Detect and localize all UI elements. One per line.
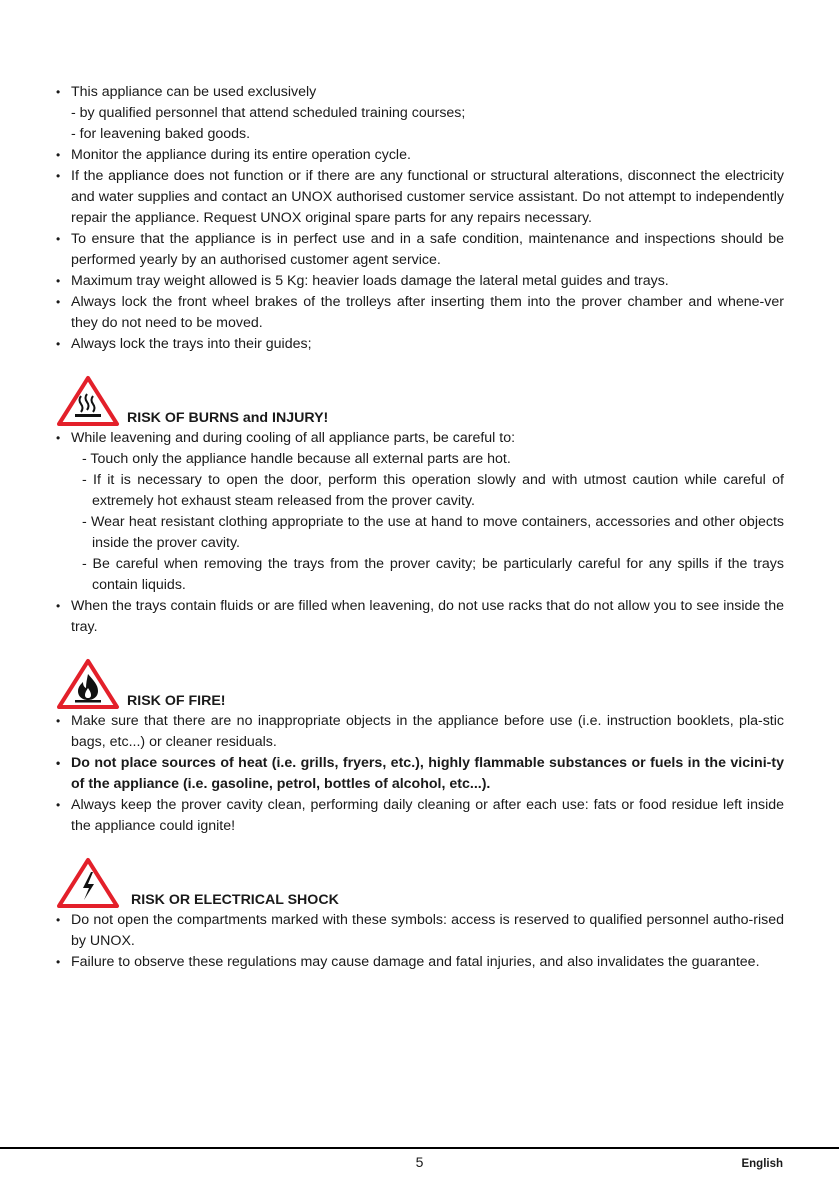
fire-warning-icon xyxy=(56,658,120,710)
burns-list xyxy=(56,428,784,638)
sub-item: - Touch only the appliance handle because all external parts are hot. xyxy=(82,451,511,467)
intro-list xyxy=(56,82,784,355)
footer-divider xyxy=(0,1147,839,1149)
list-item: • Always keep the prover cavity clean, performing daily cleaning or after each use: fats or food residue left inside the appliance could ignite! xyxy=(56,795,784,837)
burns-heading xyxy=(56,373,784,427)
burns-section xyxy=(56,373,784,638)
list-item: • Maximum tray weight allowed is 5 Kg: heavier loads damage the lateral metal guides and trays. xyxy=(56,271,784,292)
fire-section xyxy=(56,656,784,837)
electric-list xyxy=(56,910,784,973)
fire-list xyxy=(56,711,784,837)
page-number: 5 xyxy=(415,1154,424,1170)
sub-item: - Be careful when removing the trays from the prover cavity; be particularly careful for any spills if the trays contain liquids. xyxy=(82,556,784,593)
electric-shock-warning-icon xyxy=(56,857,120,909)
fire-title: RISK OF FIRE! xyxy=(127,693,226,709)
sub-list xyxy=(71,449,784,596)
list-item xyxy=(56,428,784,596)
electric-heading xyxy=(56,855,784,909)
list-item: • Monitor the appliance during its entire operation cycle. xyxy=(56,145,784,166)
bullet-text: This appliance can be used exclusively xyxy=(71,84,317,100)
list-item: • To ensure that the appliance is in perfect use and in a safe condition, maintenance and inspections should be performed yearly by an authorised customer agent service. xyxy=(56,229,784,271)
sub-item: - for leavening baked goods. xyxy=(71,126,251,142)
fire-heading xyxy=(56,656,784,710)
electric-section xyxy=(56,855,784,973)
sub-item: - Wear heat resistant clothing appropriate to the use at hand to move containers, accessories and other objects inside the prover cavity. xyxy=(82,514,784,551)
bullet-text: While leavening and during cooling of all appliance parts, be careful to: xyxy=(71,430,516,446)
burns-title: RISK OF BURNS and INJURY! xyxy=(127,410,329,426)
language-label: English xyxy=(741,1158,783,1170)
list-item xyxy=(56,82,784,145)
hot-surface-warning-icon xyxy=(56,375,120,427)
sub-item: - If it is necessary to open the door, perform this operation slowly and with utmost caution while careful of extremely hot exhaust steam released from the prover cavity. xyxy=(82,472,784,509)
sub-item: - by qualified personnel that attend scheduled training courses; xyxy=(71,105,466,121)
list-item: • Do not open the compartments marked with these symbols: access is reserved to qualified personnel autho-rised by UNOX. xyxy=(56,910,784,952)
electric-title: RISK OR ELECTRICAL SHOCK xyxy=(131,892,339,908)
list-item: • Always lock the front wheel brakes of the trolleys after inserting them into the prover chamber and whene-ver they do not need to be moved. xyxy=(56,292,784,334)
list-item: • Failure to observe these regulations may cause damage and fatal injuries, and also invalidates the guarantee. xyxy=(56,952,784,973)
list-item: • When the trays contain fluids or are filled when leavening, do not use racks that do not allow you to see inside the tray. xyxy=(56,596,784,638)
list-item: • If the appliance does not function or if there are any functional or structural alterations, disconnect the electricity and water supplies and contact an UNOX authorised customer service assistant. Do not attempt to independently repair the appliance. Request UNOX original spare parts for any repairs necessary. xyxy=(56,166,784,229)
list-item: • Make sure that there are no inappropriate objects in the appliance before use (i.e. instruction booklets, pla-stic bags, etc...) or cleaner residuals. xyxy=(56,711,784,753)
list-item: • Do not place sources of heat (i.e. grills, fryers, etc.), highly flammable substances or fuels in the vicini-ty of the appliance (i.e. gasoline, petrol, bottles of alcohol, etc...). xyxy=(56,753,784,795)
list-item: • Always lock the trays into their guides; xyxy=(56,334,784,355)
page-content xyxy=(56,82,784,973)
